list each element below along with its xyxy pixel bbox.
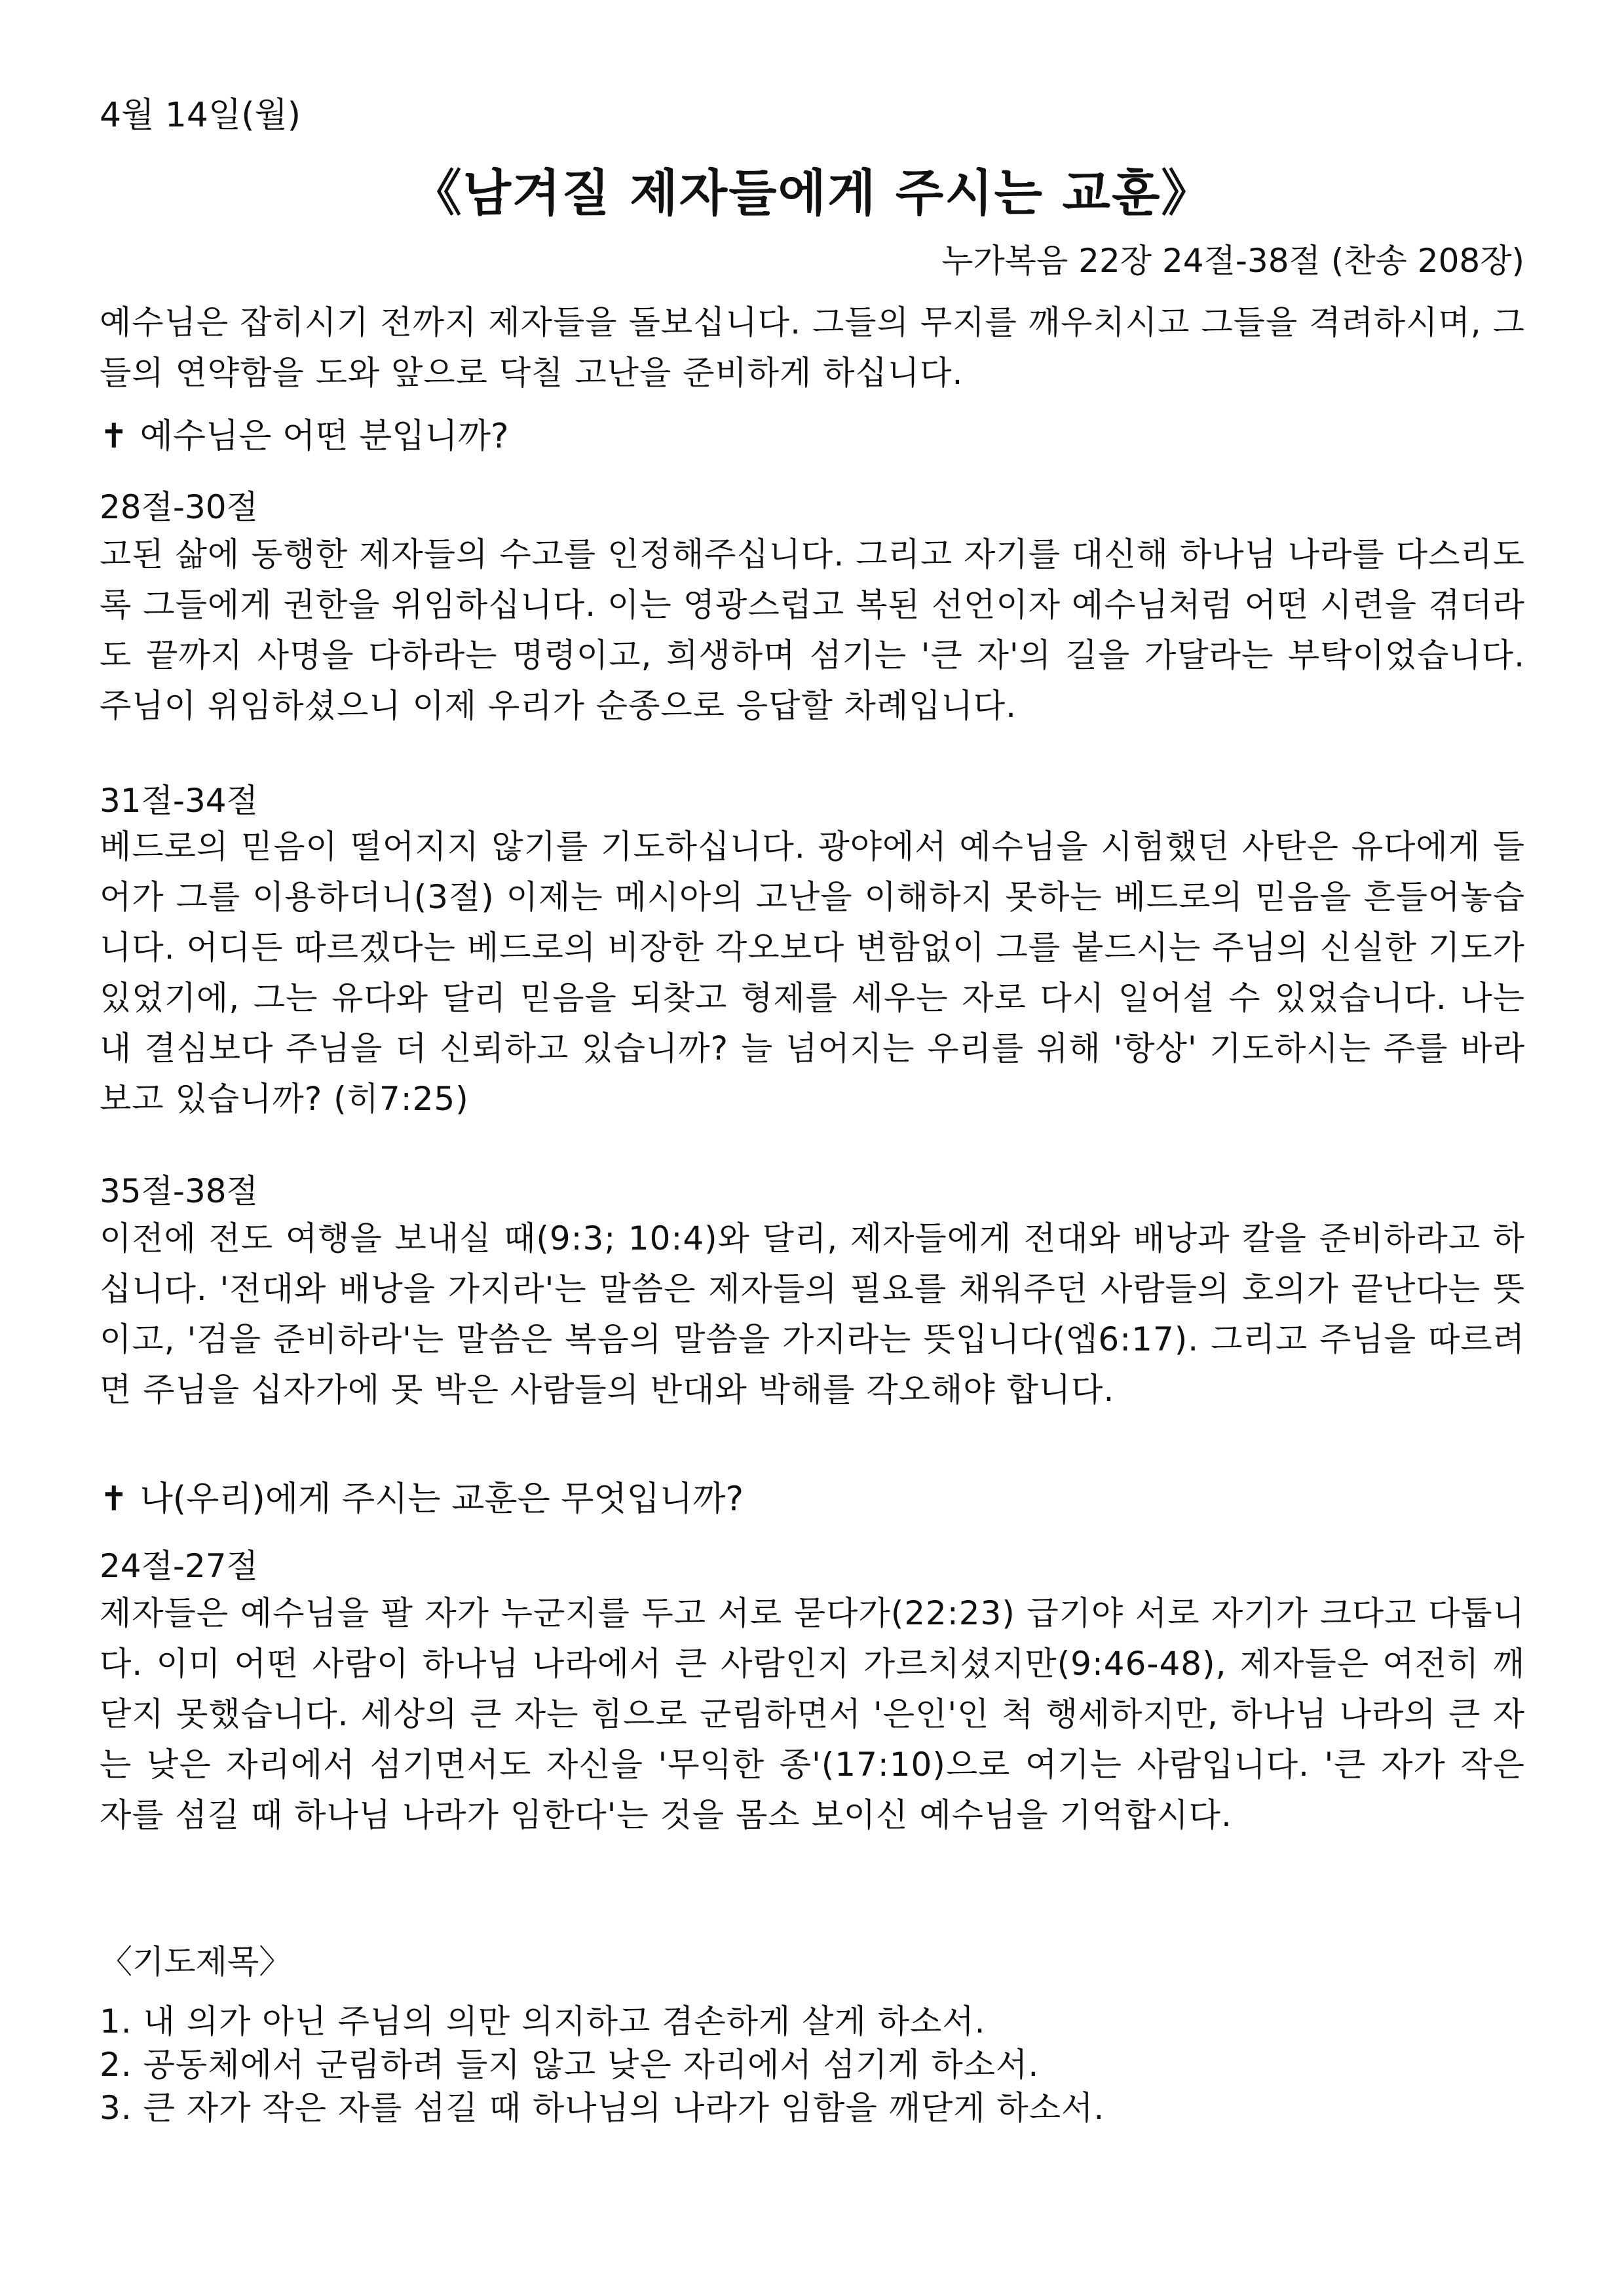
commentary-paragraph: 이전에 전도 여행을 보내실 때(9:3; 10:4)와 달리, 제자들에게 전대와 배낭과 칼을 준비하라고 하십니다. '전대와 배낭을 가지라'는 말씀은 제자들의 필요를 채워주던 사람들의 호의가 끝난다는 뜻이고, '검을 준비하라'는 말씀은 복음의 말씀을 가지라는 뜻입니다(엡6:17). 그리고 주님을 따르려면 주님을 십자가에 못 박은 사람들의 반대와 박해를 각오해야 합니다. xyxy=(100,1219,1525,1409)
verse-range-label: 35절-38절 xyxy=(100,1172,258,1210)
prayer-item: 1. 내 의가 아닌 주님의 의만 의지하고 겸손하게 살게 하소서. xyxy=(100,2002,986,2040)
section-heading-text: 나(우리)에게 주시는 교훈은 무엇입니까? xyxy=(140,1480,744,1519)
commentary-paragraph: 베드로의 믿음이 떨어지지 않기를 기도하십니다. 광야에서 예수님을 시험했던 사탄은 유다에게 들어가 그를 이용하더니(3절) 이제는 메시아의 고난을 이해하지 못하는 베드로의 믿음을 흔들어놓습니다. 어디든 따르겠다는 베드로의 비장한 각오보다 변함없이 그를 붙드시는 주님의 신실한 기도가 있었기에, 그는 유다와 달리 믿음을 되찾고 형제를 세우는 자로 다시 일어설 수 있었습니다. 나는 내 결심보다 주님을 더 신뢰하고 있습니까? 늘 넘어지는 우리를 위해 '항상' 기도하시는 주를 바라보고 있습니까? (히7:25) xyxy=(100,828,1525,1118)
verse-range-label: 28절-30절 xyxy=(100,488,258,526)
scripture-reference: 누가복음 22장 24절-38절 (찬송 208장) xyxy=(941,242,1524,280)
cross-icon: ✝ xyxy=(100,417,128,456)
section-heading-text: 예수님은 어떤 분입니까? xyxy=(140,417,509,456)
commentary-paragraph: 제자들은 예수님을 팔 자가 누군지를 두고 서로 묻다가(22:23) 급기야 서로 자기가 크다고 다툽니다. 이미 어떤 사람이 하나님 나라에서 큰 사람인지 가르치셨지만(9:46-48), 제자들은 여전히 깨닫지 못했습니다. 세상의 큰 자는 힘으로 군림하면서 '은인'인 척 행세하지만, 하나님 나라의 큰 자는 낮은 자리에서 섬기면서도 자신을 '무익한 종'(17:10)으로 여기는 사람입니다. '큰 자가 작은 자를 섬길 때 하나님 나라가 임한다'는 것을 몸소 보이신 예수님을 기억합시다. xyxy=(100,1594,1525,1834)
verse-range-label: 31절-34절 xyxy=(100,782,258,820)
cross-icon: ✝ xyxy=(100,1480,128,1519)
prayer-topics-list xyxy=(100,2000,1525,2130)
section-heading-who-is-jesus xyxy=(100,417,509,456)
prayer-item: 2. 공동체에서 군림하려 들지 않고 낮은 자리에서 섬기게 하소서. xyxy=(100,2046,1040,2084)
section-heading-lesson xyxy=(100,1480,744,1519)
date-label: 4월 14일(월) xyxy=(100,96,301,135)
commentary-paragraph: 고된 삶에 동행한 제자들의 수고를 인정해주십니다. 그리고 자기를 대신해 하나님 나라를 다스리도록 그들에게 권한을 위임하십니다. 이는 영광스럽고 복된 선언이자 예수님처럼 어떤 시련을 겪더라도 끝까지 사명을 다하라는 명령이고, 희생하며 섬기는 '큰 자'의 길을 가달라는 부탁이었습니다. 주님이 위임하셨으니 이제 우리가 순종으로 응답할 차례입니다. xyxy=(100,535,1525,725)
intro-paragraph: 예수님은 잡히시기 전까지 제자들을 돌보십니다. 그들의 무지를 깨우치시고 그들을 격려하시며, 그들의 연약함을 도와 앞으로 닥칠 고난을 준비하게 하십니다. xyxy=(100,303,1525,392)
prayer-topics-heading: 〈기도제목〉 xyxy=(100,1943,292,1981)
verse-range-label: 24절-27절 xyxy=(100,1547,258,1585)
prayer-item: 3. 큰 자가 작은 자를 섬길 때 하나님의 나라가 임함을 깨닫게 하소서. xyxy=(100,2089,1105,2127)
page-title: 《남겨질 제자들에게 주시는 교훈》 xyxy=(411,164,1213,222)
